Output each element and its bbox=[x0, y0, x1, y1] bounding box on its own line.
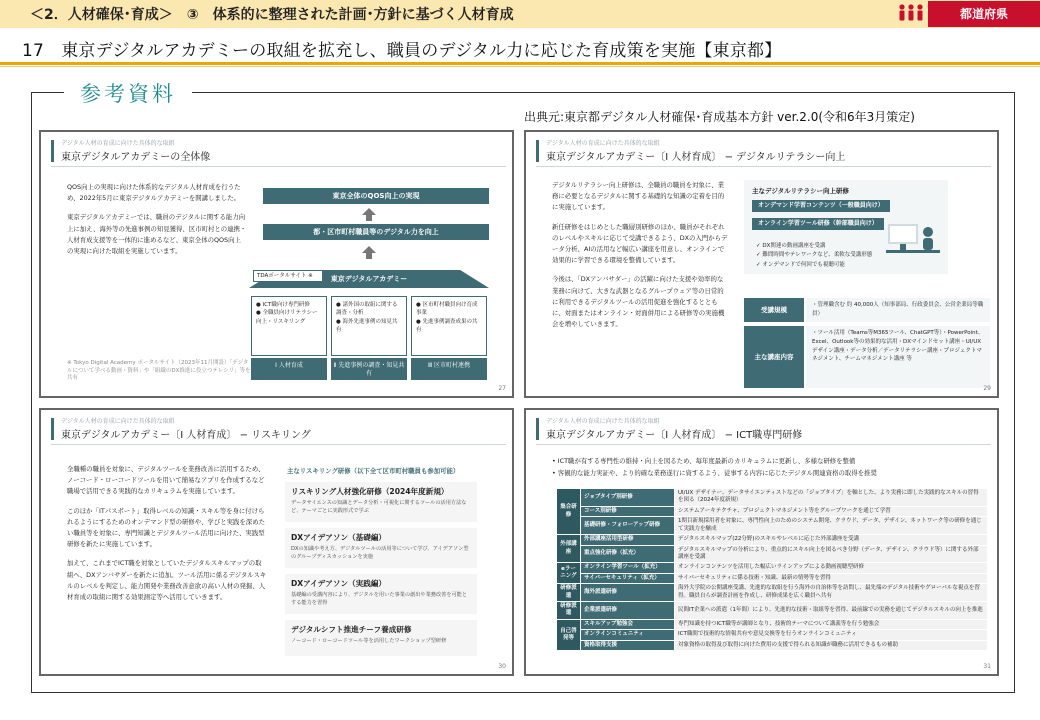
slide-body bbox=[67, 182, 247, 265]
bullet-item: • ICT職が有する専門性の維持・向上を図るため、毎年度最新のカリキュラムに更新し、多様な研修を整備 bbox=[552, 457, 856, 465]
section-heading: ＜2．人材確保･育成＞ ③ 体系的に整理された計画･方針に基づく人材育成 bbox=[30, 7, 514, 23]
card-desc: DXの知識や考え方、デジタルツールの活用等について学び、アイデアソン型のグループディスカッションを実施 bbox=[291, 546, 469, 561]
category-cell: 研修派遣 bbox=[557, 584, 581, 602]
course-cell: 基礎研修・フォローアップ研修 bbox=[581, 517, 675, 535]
row-label: 受講規模 bbox=[744, 298, 804, 322]
pillar-items bbox=[411, 296, 487, 356]
slide-ict-training bbox=[524, 408, 999, 676]
description-cell: UI/UX デザイナー、データサイエンティストなどの「ジョブタイプ」を軸とした、より実務に即した実践的なスキルの習得を図る（2024年度新規） bbox=[675, 489, 988, 507]
paragraph: このほか「ITパスポート」取得レベルの知識・スキル等を身に付けられるようにするためのオンデマンド型の研修や、学びと実践を深めたい職員等を対象に、専門知識とデジタルツール活用に向けた、実践型研修を新たに実施しています。 bbox=[67, 506, 265, 549]
description-cell: デジタルスキルマップ(22分野)のスキルやレベルに応じた外部講座を受講 bbox=[675, 535, 988, 545]
page-number: 27 bbox=[498, 385, 506, 392]
card-desc: データサイエンスの知識とデータ分析・可視化に関するツールの活用方法など、テーマごとに実践形式で学ぶ bbox=[291, 500, 467, 515]
table-row bbox=[557, 602, 988, 620]
course-cell: 資格取得支援 bbox=[581, 640, 675, 650]
source-citation: 出典元:東京都デジタル人材確保･育成基本方針 ver.2.0(令和6年3月策定) bbox=[524, 110, 915, 124]
slide-breadcrumb: デジタル人材の育成に向けた具体的な取組 bbox=[61, 418, 175, 425]
course-cell: ジョブタイプ別研修 bbox=[581, 489, 675, 507]
row-label: 主な講座内容 bbox=[744, 326, 804, 388]
page-title: 17 東京デジタルアカデミーの取組を拡充し、職員のデジタル力に応じた育成策を実施【東京都】 bbox=[22, 41, 782, 61]
prefecture-badge: 都道府県 bbox=[928, 1, 1040, 27]
card-title: DXアイデアソン（基礎編） bbox=[291, 533, 387, 542]
description-cell: デジタルスキルマップの分析により、重点的にスキル向上を図るべき分野（データ、デザイン、クラウド等）に関する外部講座を受講 bbox=[675, 545, 988, 563]
pillar-label: Ⅲ 区市町村連携 bbox=[411, 358, 487, 380]
pillar-label: Ⅰ 人材育成 bbox=[251, 358, 327, 380]
description-cell: オンラインコンテンツを活用した幅広いラインアップによる動画視聴型研修 bbox=[675, 563, 988, 573]
slide-breadcrumb: デジタル人材の育成に向けた具体的な取組 bbox=[546, 140, 660, 147]
up-arrow-icon bbox=[362, 208, 376, 215]
training-card bbox=[285, 574, 477, 614]
pillar-item: ● 先進事例調査成果の共有 bbox=[416, 318, 478, 333]
pillar-item: ● 全職員向けリテラシー向上・リスキリング bbox=[256, 310, 318, 325]
training-card bbox=[285, 482, 477, 522]
divider-thin bbox=[0, 66, 1040, 67]
people-icon bbox=[898, 3, 924, 25]
page-number: 29 bbox=[983, 385, 991, 392]
course-pill: オンライン学習ツール研修（幹部職員向け） bbox=[752, 218, 884, 230]
description-cell: 海外大学院の公開講座受講、先進的な取組を行う海外の自治体等を訪問し、最先端のデジタル技術やグローバルな視点を習得。職員自らが調査計画を作成し、研修成果を広く職員へ共有 bbox=[675, 584, 988, 602]
slide-breadcrumb: デジタル人材の育成に向けた具体的な取組 bbox=[546, 418, 660, 425]
pillar-label: Ⅱ 先進事例の調査・知見共有 bbox=[331, 358, 407, 380]
slide-divider bbox=[536, 166, 991, 167]
table-row bbox=[557, 640, 988, 650]
slide-body bbox=[67, 464, 267, 611]
course-cell: オンラインコミュニティ bbox=[581, 630, 675, 640]
table-row bbox=[557, 573, 988, 583]
course-cell: 重点強化研修（拡充） bbox=[581, 545, 675, 563]
table-row bbox=[557, 630, 988, 640]
paragraph: 全職種の職員を対象に、デジタルツールを業務改善に活用するため、ノーコード・ローコードツールを用いて簡易なアプリを作成するなど職場で活用できる実践的なカリキュラムを実施しています。 bbox=[67, 465, 265, 496]
title-accent bbox=[536, 418, 539, 440]
bullet-list bbox=[552, 456, 877, 479]
pillar-item: ● 区市町村職員向け育成事業 bbox=[416, 302, 478, 317]
pillar-item: ● 海外先進事例の知見共有 bbox=[336, 318, 398, 333]
pillar-item: ● ICT職向け専門研修 bbox=[256, 302, 310, 308]
card-caption: 主なリスキリング研修（以下全て区市町村職員も参加可能） bbox=[287, 467, 460, 475]
paragraph: 新任研修をはじめとした職層別研修のほか、職員がそれぞれのレベルやスキルに応じて受講できるよう、DXの入門からデータ分析、AIの活用など幅広い講座を用意し、オンラインで効果的に学習できる環境を整備しています。 bbox=[552, 222, 728, 265]
course-cell: サイバーセキュリティ（拡充） bbox=[581, 573, 675, 583]
title-accent bbox=[51, 140, 54, 162]
goal-box: 東京全体のQOS向上の実現 bbox=[263, 188, 489, 204]
checklist bbox=[756, 242, 872, 270]
check-item: ✓ DX関連の動画講座を受講 bbox=[756, 243, 826, 249]
paragraph: 加えて、これまでICT職を対象としていたデジタルスキルマップの取組へ、DXアンバサダーを新たに追加。ツール活用に係るデジタルスキルのレベルを判定し、能力開発や業務改善意欲の高い人材の発掘、人材育成の取組に関する効果測定等へ活用していきます。 bbox=[67, 559, 267, 602]
check-item: ✓ オンデマンドで何回でも視聴可能 bbox=[756, 261, 845, 268]
slide-reskilling bbox=[39, 408, 514, 676]
pillar-item: ● 諸外国の取組に関する調査・分析 bbox=[336, 302, 398, 317]
row-body: ・管理職含む 約 40,000人（知事部局、行政委員会、公営企業局等職員） bbox=[806, 298, 990, 322]
slide-title: 東京デジタルアカデミー〔Ⅰ 人材育成〕 − ICT職専門研修 bbox=[546, 430, 803, 441]
category-cell: 自己啓発等 bbox=[557, 619, 581, 650]
table-row bbox=[557, 563, 988, 573]
card-title: リスキリング人材強化研修（2024年度新規） bbox=[291, 487, 449, 496]
card-title: デジタルシフト推進チーフ養成研修 bbox=[291, 625, 412, 634]
training-card bbox=[285, 528, 477, 568]
slide-digital-literacy bbox=[524, 130, 999, 398]
training-card bbox=[285, 620, 477, 656]
table-row bbox=[557, 584, 988, 602]
course-cell: 外部講座活用型研修 bbox=[581, 535, 675, 545]
table-row bbox=[557, 535, 988, 545]
pillar-items bbox=[331, 296, 407, 356]
capability-box: 都・区市町村職員等のデジタル力を向上 bbox=[263, 224, 489, 240]
card-desc: ノーコード・ローコードツール等を活用したワークショップ型研修 bbox=[291, 638, 447, 644]
academy-name: 東京デジタルアカデミー bbox=[330, 275, 408, 283]
paragraph: QOS向上の実現に向けた体系的なデジタル人材育成を行うため、2022年5月に東京デジタルアカデミーを開講しました。 bbox=[67, 183, 241, 203]
slide-divider bbox=[536, 444, 991, 445]
slide-title: 東京デジタルアカデミー〔Ⅰ 人材育成〕 − デジタルリテラシー向上 bbox=[546, 152, 846, 163]
slide-body bbox=[552, 180, 728, 338]
arrow-stem bbox=[366, 253, 372, 259]
slide-overview bbox=[39, 130, 514, 398]
course-pill: オンデマンド学習コンテンツ（一般職員向け） bbox=[752, 200, 890, 212]
paragraph: デジタルリテラシー向上研修は、全職員の職員を対象に、業務に必要となるデジタルに関する基礎的な知識の定着を目的に実施しています。 bbox=[552, 181, 725, 212]
header-bar bbox=[0, 0, 1040, 28]
description-cell: 民間IT企業への派遣（1年間）により、先進的な技術・取組等を習得、最前線での実務を通じてデジタルスキルの向上を推進 bbox=[675, 602, 988, 620]
up-arrow-icon bbox=[362, 246, 376, 253]
divider bbox=[0, 62, 1040, 65]
training-table bbox=[556, 488, 988, 651]
description-cell: 1期目新規採用者を対象に、専門性向上のためのシステム開発、クラウド、データ、デザイン、ネットワーク等の研修を通じて実践力を醸成 bbox=[675, 517, 988, 535]
check-item: ✓ 難問時間やテレワークなど、柔軟な受講形態 bbox=[756, 252, 873, 259]
bullet-item: • 客観的な能力実証や、より的確な業務遂行に資するよう、従事する内容に応じたデジタル関連資格の取得を推奨 bbox=[552, 468, 877, 477]
table-row bbox=[557, 545, 988, 563]
table-row bbox=[557, 619, 988, 629]
card-title: DXアイデアソン（実践編） bbox=[291, 579, 387, 588]
course-cell: オンライン学習ツール（拡充） bbox=[581, 563, 675, 573]
footnote: ※ Tokyo Digital Academy ポータルサイト（2023年11月開設）「デジタルについて学べる動画・資料」や「組織のDX推進に役立つテレシリ」等を共有 bbox=[67, 360, 251, 382]
slide-title: 東京デジタルアカデミー〔Ⅰ 人材育成〕 − リスキリング bbox=[61, 430, 311, 441]
table-row bbox=[557, 517, 988, 535]
description-cell: ICT職間で技術的な情報共有や意見交換等を行うオンラインコミュニティ bbox=[675, 630, 988, 640]
title-accent bbox=[536, 140, 539, 162]
page-number: 31 bbox=[983, 663, 991, 670]
slide-title: 東京デジタルアカデミーの全体像 bbox=[61, 152, 211, 163]
row-body: ・ツール活用（Teams等M365ツール、ChatGPT等）・PowerPoint、Excel、Outlook等の効果的な活用・DXマインドセット講座・UI/UXデザイン講座・データ分析／データリテラシー講座・プロジェクトマネジメント、チームマネジメント講座 等 bbox=[806, 326, 990, 388]
category-cell: 集合研修 bbox=[557, 489, 581, 535]
paragraph: 今後は、「DXアンバサダー」の活躍に向けた支援や効率的な業務に向けて、大きな武器となるグループウェア等の日常的に利用できるデジタルツールの活用促進を強化するとともに、対面またはオンライン・対面併用による研修等の実施機会を増やしていきます。 bbox=[552, 275, 725, 329]
slide-divider bbox=[51, 444, 506, 445]
title-accent bbox=[51, 418, 54, 440]
course-cell: 海外派遣研修 bbox=[581, 584, 675, 602]
paragraph: 東京デジタルアカデミーでは、職員のデジタルに関する能力向上に加え、海外等の先進事例の知見獲得、区市町村との連携・人材育成支援等を一体的に進めるなど、東京全体のQOS向上の実現に向けた取組を実施しています。 bbox=[67, 213, 247, 256]
arrow-stem bbox=[366, 215, 372, 221]
course-cell: 企業派遣研修 bbox=[581, 602, 675, 620]
portal-tag: TDAポータルサイト ※ bbox=[253, 270, 323, 282]
table-row bbox=[557, 489, 988, 507]
slide-breadcrumb: デジタル人材の育成に向けた具体的な取組 bbox=[61, 140, 175, 147]
course-cell: コース別研修 bbox=[581, 506, 675, 516]
box-heading: 主なデジタルリテラシー向上研修 bbox=[752, 187, 849, 195]
category-cell: 外部講座 bbox=[557, 535, 581, 563]
reference-label: 参考資料 bbox=[64, 78, 192, 108]
category-cell: 研修派遣 bbox=[557, 602, 581, 620]
description-cell: サイバーセキュリティに係る技術・知識、最新の情勢等を習得 bbox=[675, 573, 988, 583]
page-number: 30 bbox=[498, 663, 506, 670]
person-at-desk-icon bbox=[884, 218, 942, 264]
card-desc: 基礎編の受講内容により、デジタルを用いた事業の創出や業務改善を可能とする能力を習得 bbox=[291, 592, 468, 607]
pillar-items bbox=[251, 296, 327, 356]
table-row bbox=[557, 506, 988, 516]
slide-divider bbox=[51, 166, 506, 167]
description-cell: 専門知識を持つICT職等が講師となり、技術的テーマについて講義等を行う勉強会 bbox=[675, 619, 988, 629]
course-cell: スキルアップ勉強会 bbox=[581, 619, 675, 629]
description-cell: 対象資格の取得及び取得に向けた費用の支援で得られる知識が職務に活用できるもの補助 bbox=[675, 640, 988, 650]
description-cell: システムアーキテクチャ、プロジェクトマネジメント等をグループワークを通じて学習 bbox=[675, 506, 988, 516]
category-cell: eラーニング bbox=[557, 563, 581, 584]
